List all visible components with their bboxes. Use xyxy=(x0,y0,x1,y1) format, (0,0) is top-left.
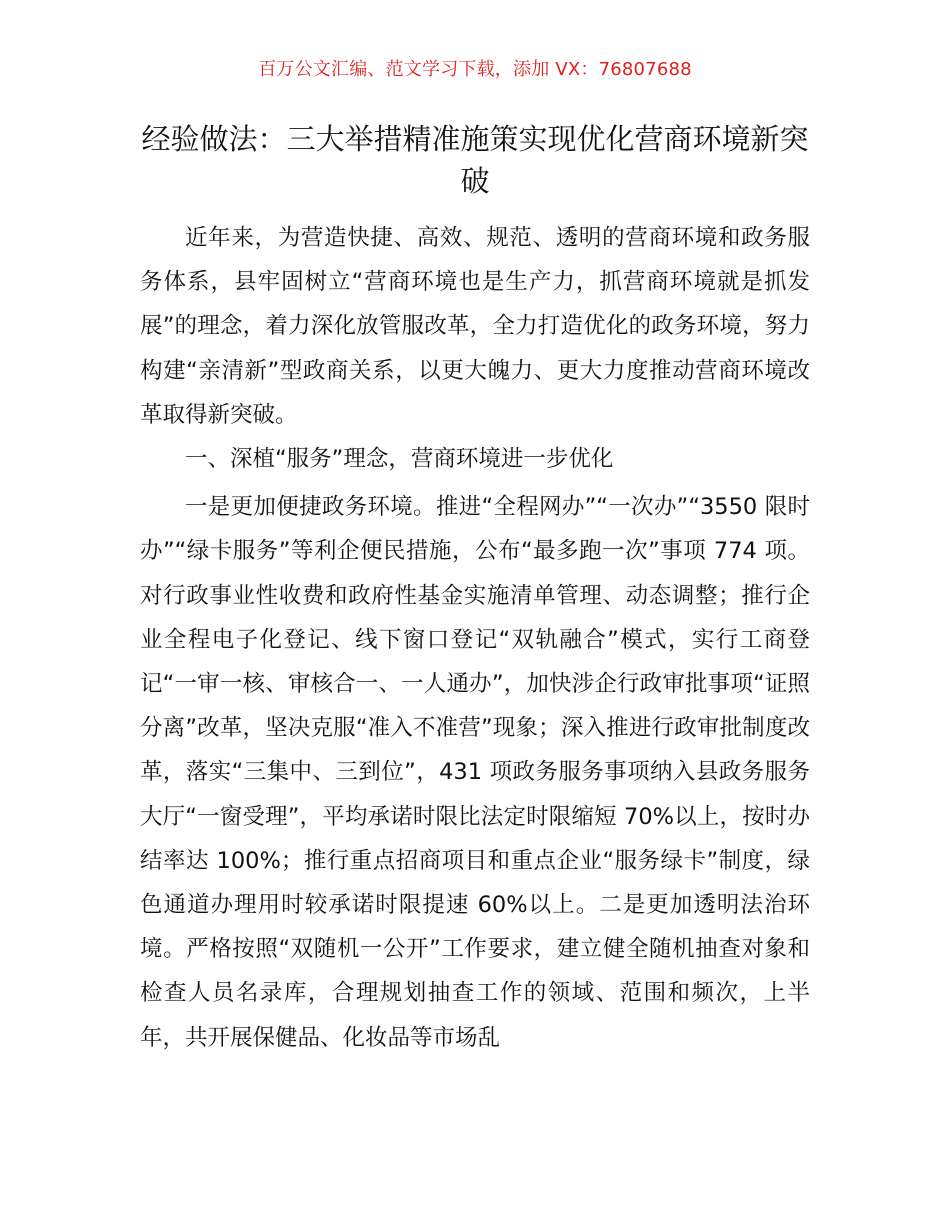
document-title: 经验做法：三大举措精准施策实现优化营商环境新突破 xyxy=(141,122,809,198)
intro-paragraph: 近年来，为营造快捷、高效、规范、透明的营商环境和政务服务体系，县牢固树立“营商环境也是生产力，抓营商环境就是抓发展”的理念，着力深化放管服改革，全力打造优化的政务环境，努力构建“亲清新”型政商关系，以更大魄力、更大力度推动营商环境改革取得新突破。 xyxy=(140,225,810,428)
section-1-paragraph: 一是更加便捷政务环境。推进“全程网办”“一次办”“3550 限时办”“绿卡服务”等利企便民措施，公布“最多跑一次”事项 774 项。对行政事业性收费和政府性基金实施清单管理、动态调整；推行企业全程电子化登记、线下窗口登记“双轨融合”模式，实行工商登记“一审一核、审核合一、一人通办”，加快涉企行政审批事项“证照分离”改革，坚决克服“准入不准营”现象；深入推进行政审批制度改革，落实“三集中、三到位”，431 项政务服务事项纳入县政务服务大厅“一窗受理”，平均承诺时限比法定时限缩短 70%以上，按时办结率达 100%；推行重点招商项目和重点企业“服务绿卡”制度，绿色通道办理用时较承诺时限提速 60%以上。二是更加透明法治环境。严格按照“双随机一公开”工作要求，建立健全随机抽查对象和检查人员名录库，合理规划抽查工作的领域、范围和频次，上半年，共开展保健品、化妆品等市场乱 xyxy=(140,494,810,1051)
header-download-note: 百万公文汇编、范文学习下载，添加 VX：76807688 xyxy=(258,59,692,80)
section-heading-1: 一、深植“服务”理念，营商环境进一步优化 xyxy=(185,446,614,473)
document-body xyxy=(140,216,810,1060)
